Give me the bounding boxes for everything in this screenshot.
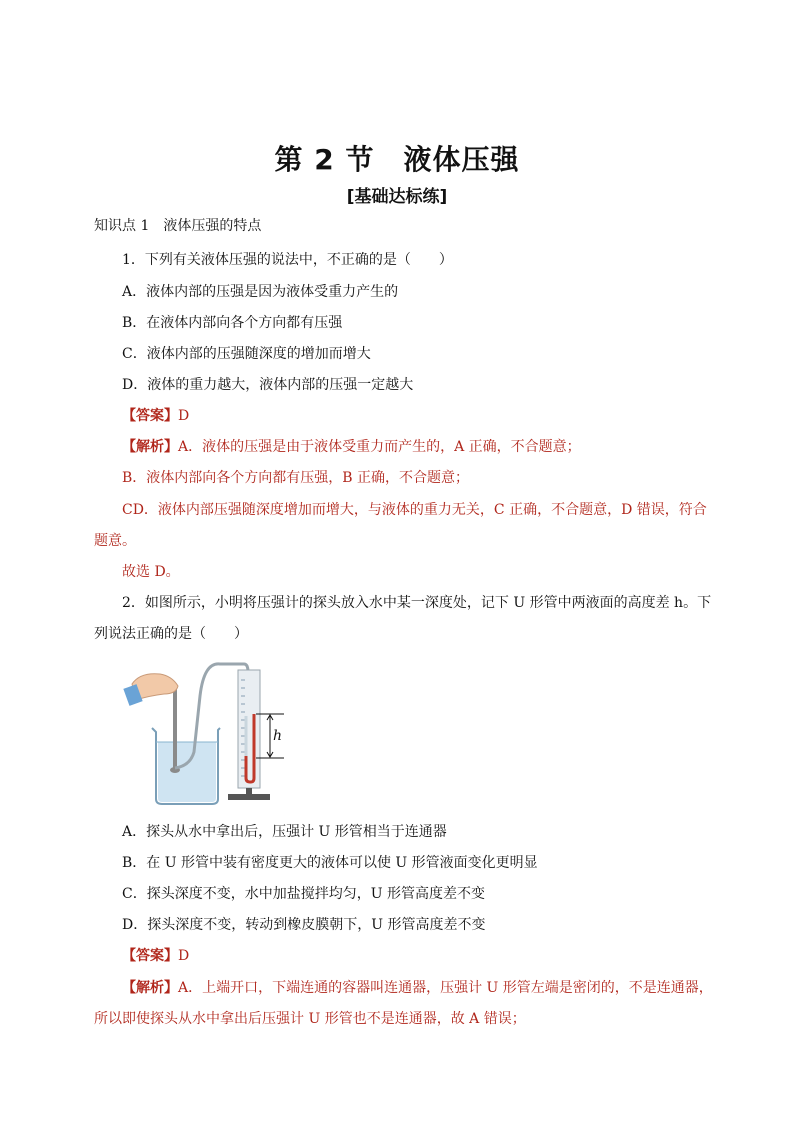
q2-stem-line-1: 2．如图所示，小明将压强计的探头放入水中某一深度处，记下 U 形管中两液面的高度差 h。下 (122, 595, 712, 611)
q2-option-d: D．探头深度不变，转动到橡皮膜朝下，U 形管高度差不变 (122, 917, 486, 933)
q2-answer (122, 946, 189, 966)
q1-stem: 1．下列有关液体压强的说法中，不正确的是（ ） (122, 252, 453, 268)
q2-answer-value: D (178, 948, 190, 964)
q2-analysis-line-2: 所以即使探头从水中拿出后压强计 U 形管也不是连通器，故 A 错误； (94, 1011, 526, 1027)
section-heading: 知识点 1 液体压强的特点 (94, 218, 262, 234)
q2-option-b: B．在 U 形管中装有密度更大的液体可以使 U 形管液面变化更明显 (122, 855, 538, 871)
q2-analysis-tag: 【解析】 (122, 980, 178, 996)
q1-answer-tag: 【答案】 (122, 408, 178, 424)
q1-analysis-line-2: B．液体内部向各个方向都有压强，B 正确，不合题意； (122, 470, 470, 486)
q1-option-a: A．液体内部的压强是因为液体受重力产生的 (122, 284, 399, 300)
page-title: 第 2 节 液体压强 (274, 143, 520, 176)
q1-analysis-line-4: 题意。 (94, 533, 136, 549)
q1-analysis-tag: 【解析】 (122, 439, 178, 455)
q2-answer-tag: 【答案】 (122, 948, 178, 964)
q2-analysis-line-1: 【解析】A．上端开口，下端连通的容器叫连通器，压强计 U 形管左端是密闭的，不是连通器， (122, 980, 713, 996)
q2-stem-line-2: 列说法正确的是（ ） (94, 626, 248, 642)
page-subtitle: [基础达标练] (346, 187, 448, 207)
q2-option-a: A．探头从水中拿出后，压强计 U 形管相当于连通器 (122, 824, 447, 840)
q2-option-c: C．探头深度不变，水中加盐搅拌均匀，U 形管高度差不变 (122, 886, 485, 902)
q1-analysis-line-3: CD．液体内部压强随深度增加而增大，与液体的重力无关，C 正确，不合题意，D 错误，符合 (122, 502, 707, 518)
q1-option-d: D．液体的重力越大，液体内部的压强一定越大 (122, 377, 414, 393)
figure-h-label: h (273, 728, 283, 744)
q1-option-b: B．在液体内部向各个方向都有压强 (122, 315, 343, 331)
pressure-gauge-figure (120, 656, 300, 806)
q1-answer-value: D (178, 408, 190, 424)
q1-analysis-line-1: 【解析】A．液体的压强是由于液体受重力而产生的，A 正确，不合题意； (122, 439, 581, 455)
q1-option-c: C．液体内部的压强随深度的增加而增大 (122, 346, 371, 362)
q1-analysis-line-5: 故选 D。 (122, 564, 180, 580)
q1-answer (122, 406, 189, 426)
